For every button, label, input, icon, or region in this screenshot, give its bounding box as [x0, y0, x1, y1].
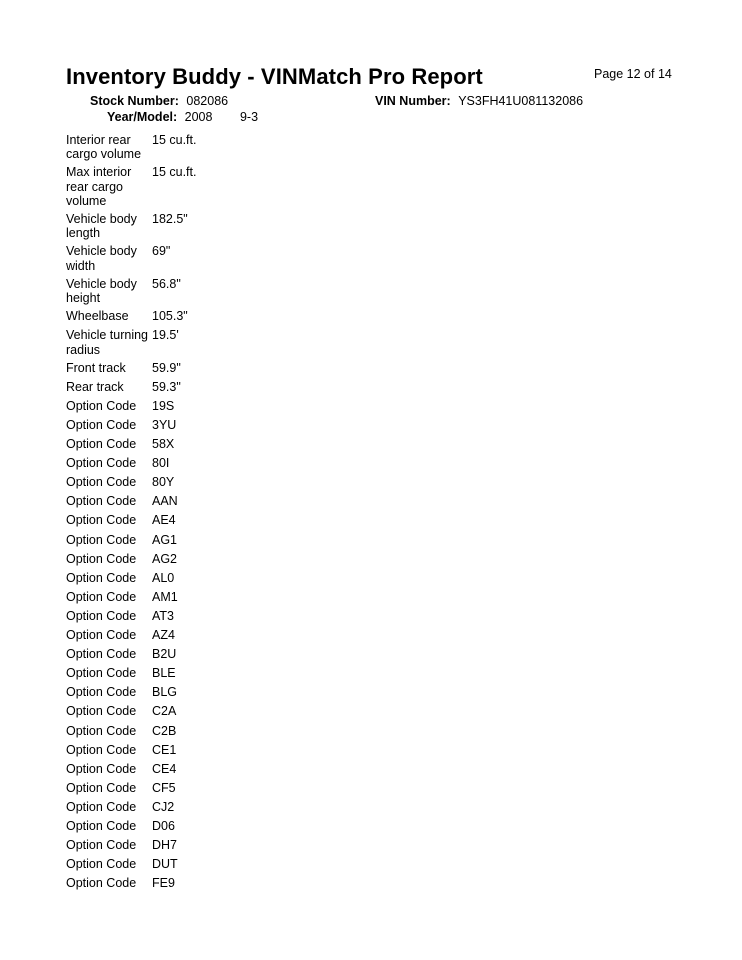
spec-value: CE1	[152, 742, 177, 757]
spec-name: Option Code	[66, 780, 137, 795]
spec-name: Option Code	[66, 570, 137, 585]
spec-row	[66, 781, 196, 800]
vin-number-label: VIN Number:	[375, 94, 451, 108]
spec-name: Option Code	[66, 475, 137, 490]
spec-row	[66, 437, 196, 456]
spec-row	[66, 475, 196, 494]
spec-name: Vehicle turning radius	[66, 328, 149, 357]
spec-table	[66, 133, 196, 895]
spec-value: AZ4	[152, 628, 175, 643]
year-model	[107, 110, 258, 124]
spec-row	[66, 724, 196, 743]
spec-table-body	[66, 133, 196, 895]
spec-name: Rear track	[66, 379, 124, 394]
spec-name: Option Code	[66, 418, 137, 433]
spec-value: 69"	[152, 244, 171, 259]
spec-name: Vehicle body width	[66, 244, 137, 273]
spec-row	[66, 212, 196, 244]
spec-name: Option Code	[66, 456, 137, 471]
spec-value: DUT	[152, 857, 178, 872]
spec-value: 19.5'	[152, 328, 179, 343]
spec-row	[66, 838, 196, 857]
spec-value: AE4	[152, 513, 176, 528]
spec-row	[66, 704, 196, 723]
spec-value: 80Y	[152, 475, 175, 490]
spec-row	[66, 328, 196, 360]
stock-number-value: 082086	[186, 94, 229, 108]
spec-row	[66, 399, 196, 418]
spec-row	[66, 244, 196, 276]
spec-name: Option Code	[66, 608, 137, 623]
spec-value: AT3	[152, 608, 174, 623]
spec-value: BLE	[152, 666, 176, 681]
spec-value: 19S	[152, 398, 175, 413]
spec-row	[66, 857, 196, 876]
spec-row	[66, 456, 196, 475]
spec-row	[66, 762, 196, 781]
spec-row	[66, 533, 196, 552]
spec-name: Option Code	[66, 838, 137, 853]
spec-name: Vehicle body length	[66, 212, 137, 241]
spec-row	[66, 647, 196, 666]
spec-row	[66, 819, 196, 838]
spec-row	[66, 571, 196, 590]
spec-value: 105.3"	[152, 309, 188, 324]
vin-number	[375, 94, 583, 108]
spec-name: Option Code	[66, 437, 137, 452]
spec-value: DH7	[152, 838, 178, 853]
spec-value: C2B	[152, 723, 177, 738]
spec-name: Option Code	[66, 704, 137, 719]
spec-name: Option Code	[66, 532, 137, 547]
model-value: 9-3	[239, 110, 259, 124]
spec-row	[66, 133, 196, 165]
spec-value: CF5	[152, 780, 176, 795]
spec-row	[66, 513, 196, 532]
spec-name: Option Code	[66, 589, 137, 604]
spec-row	[66, 876, 196, 895]
spec-row	[66, 552, 196, 571]
spec-name: Vehicle body height	[66, 276, 137, 306]
spec-row	[66, 609, 196, 628]
spec-row	[66, 666, 196, 685]
spec-row	[66, 361, 196, 380]
spec-row	[66, 685, 196, 704]
spec-name: Option Code	[66, 742, 137, 757]
spec-name: Option Code	[66, 876, 137, 891]
spec-value: D06	[152, 818, 175, 833]
spec-name: Option Code	[66, 799, 137, 814]
year-value: 2008	[184, 110, 213, 124]
spec-name: Option Code	[66, 513, 137, 528]
spec-value: AG2	[152, 551, 178, 566]
spec-value: 59.9"	[152, 360, 181, 375]
spec-value: 58X	[152, 437, 175, 452]
spec-name: Option Code	[66, 857, 137, 872]
page-number: Page 12 of 14	[594, 67, 672, 81]
spec-name: Max interior rear cargo volume	[66, 165, 132, 208]
spec-value: C2A	[152, 704, 177, 719]
spec-value: 182.5"	[152, 212, 188, 227]
spec-name: Option Code	[66, 398, 137, 413]
spec-name: Option Code	[66, 818, 137, 833]
spec-value: AG1	[152, 532, 178, 547]
spec-name: Option Code	[66, 551, 137, 566]
spec-name: Option Code	[66, 666, 137, 681]
spec-name: Interior rear cargo volume	[66, 133, 142, 162]
report-title: Inventory Buddy - VINMatch Pro Report	[66, 64, 483, 89]
stock-number	[90, 94, 228, 108]
spec-name: Option Code	[66, 723, 137, 738]
spec-row	[66, 628, 196, 647]
spec-value: B2U	[152, 647, 177, 662]
spec-row	[66, 418, 196, 437]
spec-value: 59.3"	[152, 379, 181, 394]
spec-name: Option Code	[66, 494, 137, 509]
spec-value: 56.8"	[152, 276, 181, 291]
spec-row	[66, 309, 196, 328]
spec-value: AL0	[152, 570, 175, 585]
year-model-label: Year/Model:	[107, 110, 178, 124]
spec-row	[66, 277, 196, 309]
spec-value: CE4	[152, 761, 177, 776]
spec-row	[66, 743, 196, 762]
spec-value: AM1	[152, 589, 178, 604]
spec-name: Option Code	[66, 761, 137, 776]
spec-name: Front track	[66, 360, 126, 375]
spec-value: 3YU	[152, 418, 177, 433]
spec-row	[66, 380, 196, 399]
spec-value: 15 cu.ft.	[152, 133, 197, 147]
spec-row	[66, 494, 196, 513]
vin-number-value: YS3FH41U081132086	[458, 94, 584, 108]
spec-value: AAN	[152, 494, 178, 509]
spec-value: 80I	[152, 456, 170, 471]
spec-name: Wheelbase	[66, 309, 129, 324]
spec-name: Option Code	[66, 628, 137, 643]
spec-row	[66, 800, 196, 819]
stock-number-label: Stock Number:	[90, 94, 179, 108]
spec-name: Option Code	[66, 685, 137, 700]
spec-row	[66, 165, 196, 212]
spec-value: CJ2	[152, 799, 175, 814]
spec-value: FE9	[152, 876, 175, 891]
spec-name: Option Code	[66, 647, 137, 662]
spec-value: 15 cu.ft.	[152, 165, 197, 180]
spec-row	[66, 590, 196, 609]
spec-value: BLG	[152, 685, 178, 700]
